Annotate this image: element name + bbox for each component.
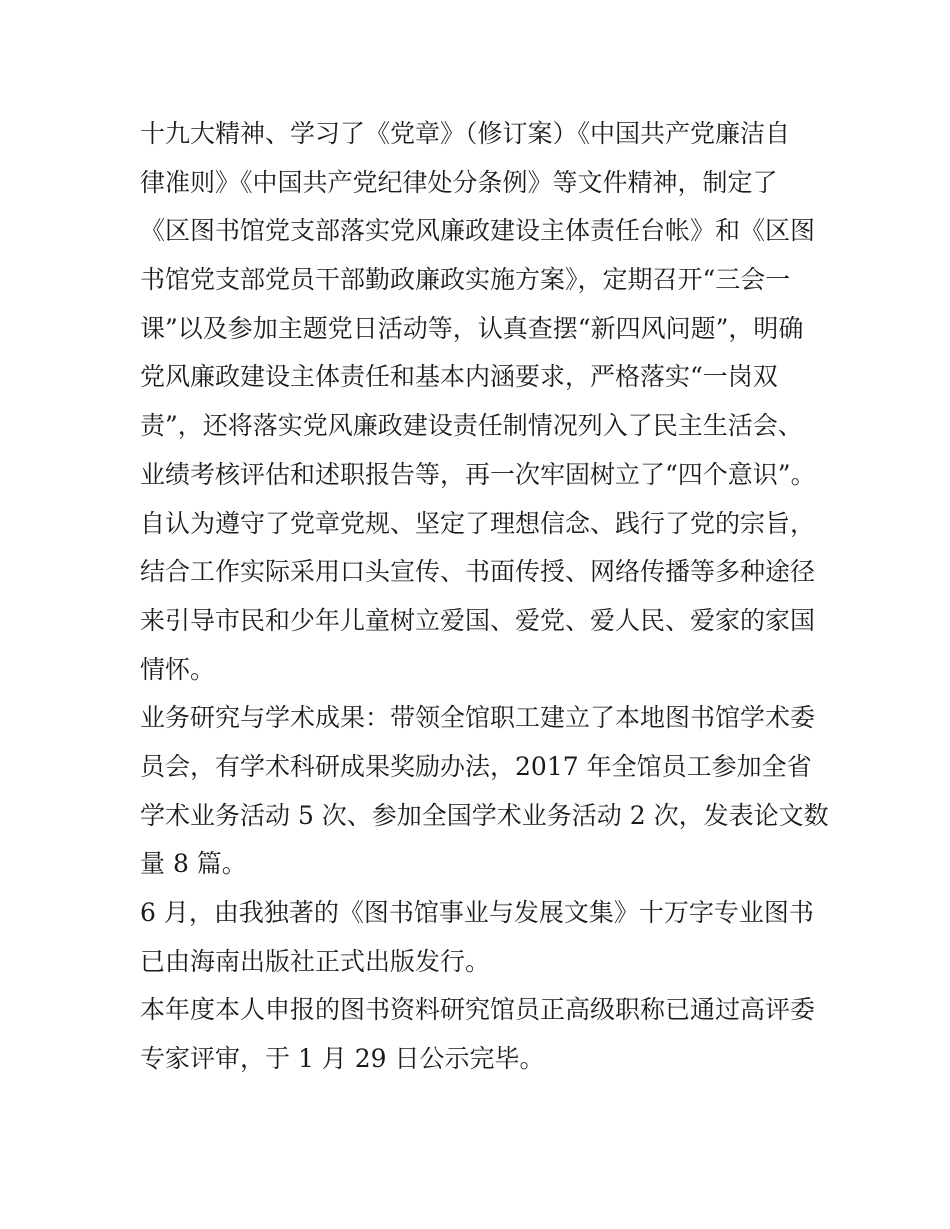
text-line: 业绩考核评估和述职报告等，再一次牢固树立了“四个意识”。 xyxy=(140,459,816,489)
paragraph-academic-research xyxy=(140,694,829,889)
text-line: 书馆党支部党员干部勤政廉政实施方案》，定期召开“三会一 xyxy=(140,265,791,295)
paragraph-party-discipline xyxy=(140,110,820,694)
text-line: 业务研究与学术成果：带领全馆职工建立了本地图书馆学术委 xyxy=(140,703,816,733)
text-line: 6 月，由我独著的《图书馆事业与发展文集》十万字专业图书 xyxy=(140,898,814,927)
text-line: 十九大精神、学习了《党章》（修订案）《中国共产党廉洁自 xyxy=(140,119,791,148)
text-line: 律准则》《中国共产党纪律处分条例》等文件精神，制定了 xyxy=(140,167,778,197)
text-line: 学术业务活动 5 次、参加全国学术业务活动 2 次，发表论文数 xyxy=(140,800,829,830)
text-line: 量 8 篇。 xyxy=(140,849,247,879)
text-line: 本年度本人申报的图书资料研究馆员正高级职称已通过高评委 xyxy=(140,995,816,1025)
text-line: 结合工作实际采用口头宣传、书面传授、网络传播等多种途径 xyxy=(140,557,816,587)
text-line: 员会，有学术科研成果奖励办法，2017 年全馆员工参加全省 xyxy=(140,751,812,781)
text-line: 来引导市民和少年儿童树立爱国、爱党、爱人民、爱家的家国 xyxy=(140,605,816,635)
text-line: 《区图书馆党支部落实党风廉政建设主体责任台帐》和《区图 xyxy=(140,216,816,246)
paragraph-book-publication xyxy=(140,889,820,986)
text-line: 情怀。 xyxy=(140,654,216,684)
text-line: 已由海南出版社正式出版发行。 xyxy=(140,946,491,976)
text-line: 课”以及参加主题党日活动等，认真查摆“新四风问题”，明确 xyxy=(140,313,804,343)
text-line: 自认为遵守了党章党规、坚定了理想信念、践行了党的宗旨， xyxy=(140,508,816,538)
paragraph-title-review xyxy=(140,986,820,1083)
text-line: 专家评审，于 1 月 29 日公示完毕。 xyxy=(140,1044,545,1074)
text-line: 责”，还将落实党风廉政建设责任制情况列入了民主生活会、 xyxy=(140,411,803,441)
text-line: 党风廉政建设主体责任和基本内涵要求，严格落实“一岗双 xyxy=(140,362,778,392)
document-body xyxy=(140,110,829,1084)
